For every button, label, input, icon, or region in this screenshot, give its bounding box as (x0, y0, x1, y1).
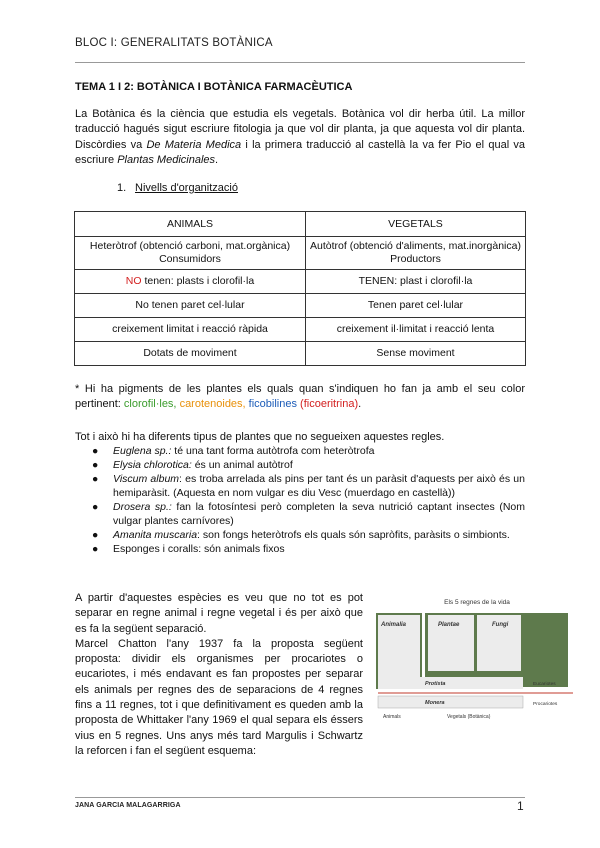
table-cell: creixement limitat i reacció ràpida (75, 318, 306, 342)
pigment-clorofilles: clorofil·les, (123, 398, 177, 411)
five-kingdoms-diagram (375, 592, 575, 726)
comparison-table (74, 211, 526, 366)
pigment-ficobilines: ficobilines (248, 398, 297, 411)
species-name: Drosera sp.: (113, 501, 172, 513)
table-cell: Sense moviment (306, 342, 526, 366)
table-cell: Dotats de moviment (75, 342, 306, 366)
table-cell: Tenen paret cel·lular (306, 294, 526, 318)
no-label: NO (125, 275, 142, 287)
page-title: TEMA 1 I 2: BOTÀNICA I BOTÀNICA FARMACÈUTICA (75, 81, 353, 93)
diagram-title: Els 5 regnes de la vida (444, 599, 510, 606)
header-divider (75, 62, 525, 63)
list-item: ● Elysia chlorotica: és un animal autòtrof (92, 459, 293, 471)
table-cell: Heteròtrof (obtenció carboni, mat.orgànica) Consumidors (75, 237, 306, 270)
species-name: Amanita muscaria (113, 529, 198, 541)
vegetals-label: Vegetals (Botànica) (447, 714, 491, 720)
page-number: 1 (517, 799, 524, 813)
table-cell: No tenen paret cel·lular (75, 294, 306, 318)
intro-book-title: De Materia Medica (146, 138, 242, 151)
list-item: ● Esponges i coralls: són animals fixos (92, 543, 285, 555)
intro-text-1: La Botànica és la ciència que estudia els vegetals. Botànica vol dir herba útil. La millor traducció hagués sigut escriure fitologia ja que vol dir planta, ja que aquesta vol dir planta. Discòrdies va (75, 108, 525, 151)
eucariotes-label: Eucariotes (533, 682, 556, 687)
table-cell: Autòtrof (obtenció d'aliments, mat.inorgànica) Productors (306, 237, 526, 270)
table-cell: creixement il·limitat i reacció lenta (306, 318, 526, 342)
list-item: ● Amanita muscaria: son fongs heteròtrofs els quals són sapròfits, paràsits o simbionts. (92, 529, 510, 541)
intro-text-2: i la primera traducció al castellà la va fer Pio el qual va escriure (75, 138, 525, 166)
species-desc: és un animal autòtrof (191, 459, 293, 471)
table-cell: TENEN: plast i clorofil·la (306, 270, 526, 294)
note-end: . (358, 398, 362, 411)
section-title: Nivells d'organització (135, 182, 238, 194)
pigment-carotenoides: carotenoides, (179, 398, 246, 411)
list-item: ● Euglena sp.: té una tant forma autòtrofa com heteròtrofa (92, 445, 375, 457)
list-item: ● Drosera sp.: fan la fotosíntesi però completen la seva nutrició captant insectes (Nom vulgar plantes carnívores) (92, 501, 525, 527)
table-header-animals: ANIMALS (75, 212, 306, 237)
intro-book-title-2: Plantas Medicinales (117, 153, 216, 166)
pigments-note (75, 382, 525, 413)
kingdoms-paragraph-1: A partir d'aquestes espècies es veu que no tot es pot separar en regne animal i regne vegetal i és per això que es fa la següent separació. (75, 592, 363, 635)
footer-divider (75, 797, 525, 798)
table-cell-text: tenen: plasts i clorofil·la (141, 275, 255, 287)
species-desc: té una tant forma autòtrofa com heteròtrofa (171, 445, 375, 457)
exceptions-intro: Tot i això hi ha diferents tipus de plantes que no segueixen aquestes regles. (75, 431, 445, 443)
kingdoms-paragraph-2: Marcel Chatton l'any 1937 fa la proposta següent proposta: dividir els organismes per procariotes o eucariotes, i més endavant es fan propostes per separar els animals per regnes des de separacions de 4 regnes fins a 11 regnes, tot i que definitivament es queden amb la proposta de Whittaker l'any 1969 el qual separa els éssers vius en 5 regnes. Uns anys més tard Margulis i Schwartz la reforcen i fan el següent esquema: (75, 637, 363, 757)
species-desc: Esponges i coralls: són animals fixos (113, 543, 285, 555)
protista-label: Protista (425, 681, 446, 687)
kingdoms-text (75, 591, 363, 759)
species-name: Elysia chlorotica: (113, 459, 192, 471)
table-row (75, 294, 526, 318)
section-heading (117, 182, 238, 194)
species-name: Euglena sp.: (113, 445, 172, 457)
species-desc: : es troba arrelada als pins per tant és un paràsit d'aquests per això és un hemiparàsit. (Aquesta en nom vulgar es diu Vesc (muerdago en castellà)) (113, 473, 525, 499)
species-desc: fan la fotosíntesi però completen la seva nutrició captant insectes (Nom vulgar plantes carnívores) (113, 501, 525, 527)
monera-label: Monera (425, 700, 445, 706)
footer-author: JANA GARCIA MALAGARRIGA (75, 802, 181, 809)
table-row (75, 342, 526, 366)
table-header-vegetals: VEGETALS (306, 212, 526, 237)
intro-text-end: . (215, 153, 219, 166)
table-cell (75, 270, 306, 294)
section-number: 1. (117, 182, 127, 194)
animalia-label: Animalia (381, 622, 407, 628)
exceptions-list (75, 444, 525, 556)
list-item: ● Viscum album: es troba arrelada als pins per tant és un paràsit d'aquests per això és un hemiparàsit. (Aquesta en nom vulgar es diu Vesc (muerdago en castellà)) (92, 473, 525, 499)
monera-box (378, 696, 523, 708)
table-row (75, 237, 526, 270)
table-row (75, 318, 526, 342)
protista-box (378, 677, 523, 689)
procariotes-label: Procariotes (533, 702, 558, 707)
table-row (75, 270, 526, 294)
fungi-label: Fungi (492, 622, 509, 628)
plantae-label: Plantae (438, 622, 460, 628)
pigment-ficoeritrina: (ficoeritrina) (300, 398, 359, 411)
species-desc: : son fongs heteròtrofs els quals són sapròfits, paràsits o simbionts. (197, 529, 510, 541)
table-header-row (75, 212, 526, 237)
header-title: BLOC I: GENERALITATS BOTÀNICA (75, 37, 273, 49)
species-name: Viscum album (113, 473, 180, 485)
note-text: * Hi ha pigments de les plantes els quals quan s'indiquen ho fan ja amb el seu color pertinent: (75, 383, 525, 411)
animals-label: Animals (383, 714, 401, 720)
intro-paragraph (75, 107, 525, 168)
